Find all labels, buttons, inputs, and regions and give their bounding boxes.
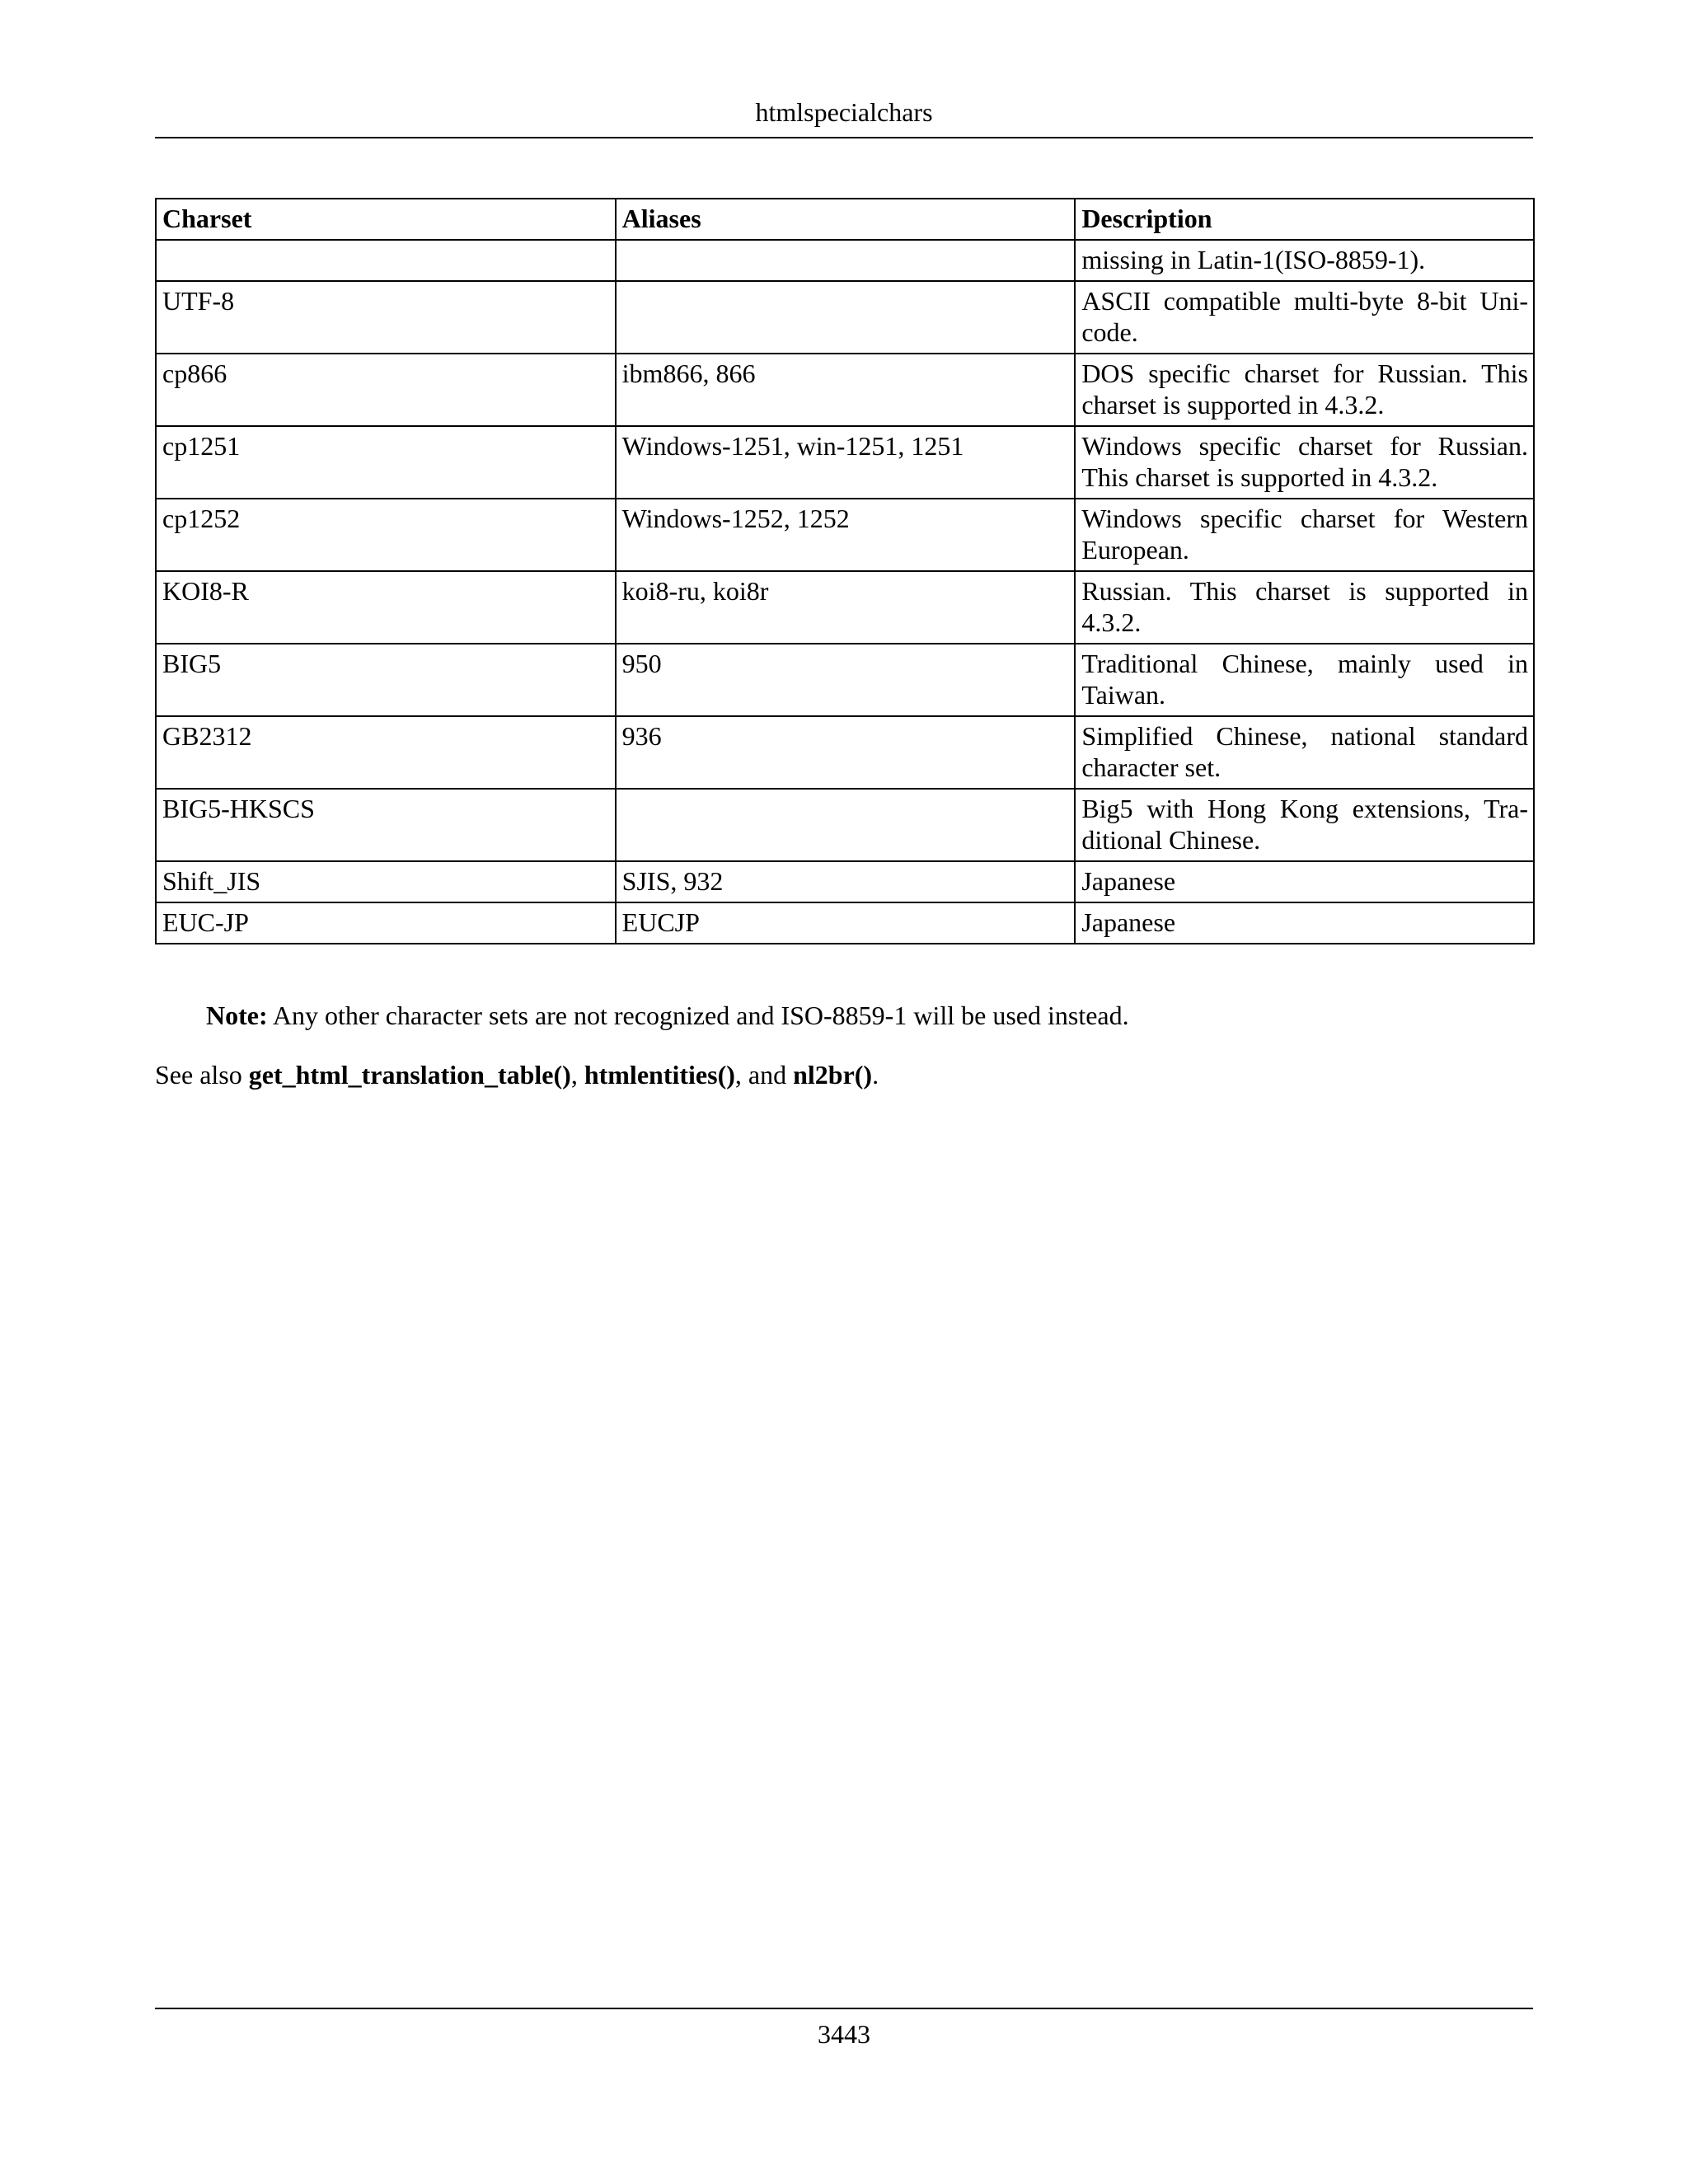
see-also-separator: , and [734, 1060, 794, 1090]
charset-table [155, 198, 1535, 944]
table-row [156, 240, 1534, 281]
note-paragraph [206, 999, 1129, 1032]
table-row [156, 789, 1534, 861]
table-row [156, 354, 1534, 426]
cell-aliases: 950 [616, 644, 1076, 716]
column-header-charset: Charset [156, 199, 616, 240]
link-htmlentities[interactable]: htmlentities() [584, 1060, 735, 1090]
cell-charset: Shift_JIS [156, 861, 616, 902]
see-also-paragraph [155, 1058, 879, 1091]
cell-charset: BIG5 [156, 644, 616, 716]
column-header-aliases: Aliases [616, 199, 1076, 240]
page-number: 3443 [818, 2019, 870, 2049]
cell-aliases [616, 281, 1076, 354]
cell-charset: BIG5-HKSCS [156, 789, 616, 861]
see-also-suffix: . [872, 1060, 879, 1090]
note-label: Note: [206, 1001, 268, 1030]
cell-aliases: 936 [616, 716, 1076, 789]
table-row [156, 716, 1534, 789]
cell-charset: GB2312 [156, 716, 616, 789]
link-nl2br[interactable]: nl2br() [793, 1060, 873, 1090]
cell-aliases [616, 789, 1076, 861]
cell-charset: EUC-JP [156, 902, 616, 944]
table-row [156, 281, 1534, 354]
cell-aliases: Windows-1251, win-1251, 1251 [616, 426, 1076, 499]
table-row [156, 571, 1534, 644]
cell-description: missing in Latin-1(ISO-8859-1). [1075, 240, 1534, 281]
cell-description: Japanese [1075, 861, 1534, 902]
table-row [156, 902, 1534, 944]
table-row [156, 644, 1534, 716]
cell-description: Japanese [1075, 902, 1534, 944]
page-title: htmlspecialchars [755, 97, 933, 127]
cell-charset: UTF-8 [156, 281, 616, 354]
cell-aliases: SJIS, 932 [616, 861, 1076, 902]
link-get-html-translation-table[interactable]: get_html_translation_table() [248, 1060, 571, 1090]
table-header-row [156, 199, 1534, 240]
page-header [155, 92, 1533, 138]
table-row [156, 499, 1534, 571]
cell-charset: cp1252 [156, 499, 616, 571]
cell-charset: KOI8-R [156, 571, 616, 644]
note-text: Any other character sets are not recognized and ISO-8859-1 will be used instead. [267, 1001, 1129, 1030]
page-footer [155, 2008, 1533, 2054]
table-row [156, 426, 1534, 499]
cell-description: Traditional Chinese, mainly used in Taiwan. [1075, 644, 1534, 716]
cell-aliases: EUCJP [616, 902, 1076, 944]
see-also-prefix: See also [155, 1060, 249, 1090]
table-row [156, 861, 1534, 902]
see-also-separator: , [570, 1060, 584, 1090]
cell-aliases: Windows-1252, 1252 [616, 499, 1076, 571]
cell-description: Russian. This charset is supported in 4.3.2. [1075, 571, 1534, 644]
cell-aliases: koi8-ru, koi8r [616, 571, 1076, 644]
cell-description: DOS specific charset for Russian. This charset is supported in 4.3.2. [1075, 354, 1534, 426]
cell-description: ASCII compatible multi-byte 8-bit Uni-code. [1075, 281, 1534, 354]
cell-description: Big5 with Hong Kong extensions, Tra-ditional Chinese. [1075, 789, 1534, 861]
cell-charset [156, 240, 616, 281]
cell-description: Simplified Chinese, national standard character set. [1075, 716, 1534, 789]
cell-charset: cp866 [156, 354, 616, 426]
cell-aliases [616, 240, 1076, 281]
column-header-description: Description [1075, 199, 1534, 240]
cell-charset: cp1251 [156, 426, 616, 499]
cell-description: Windows specific charset for Western European. [1075, 499, 1534, 571]
cell-aliases: ibm866, 866 [616, 354, 1076, 426]
cell-description: Windows specific charset for Russian. This charset is supported in 4.3.2. [1075, 426, 1534, 499]
